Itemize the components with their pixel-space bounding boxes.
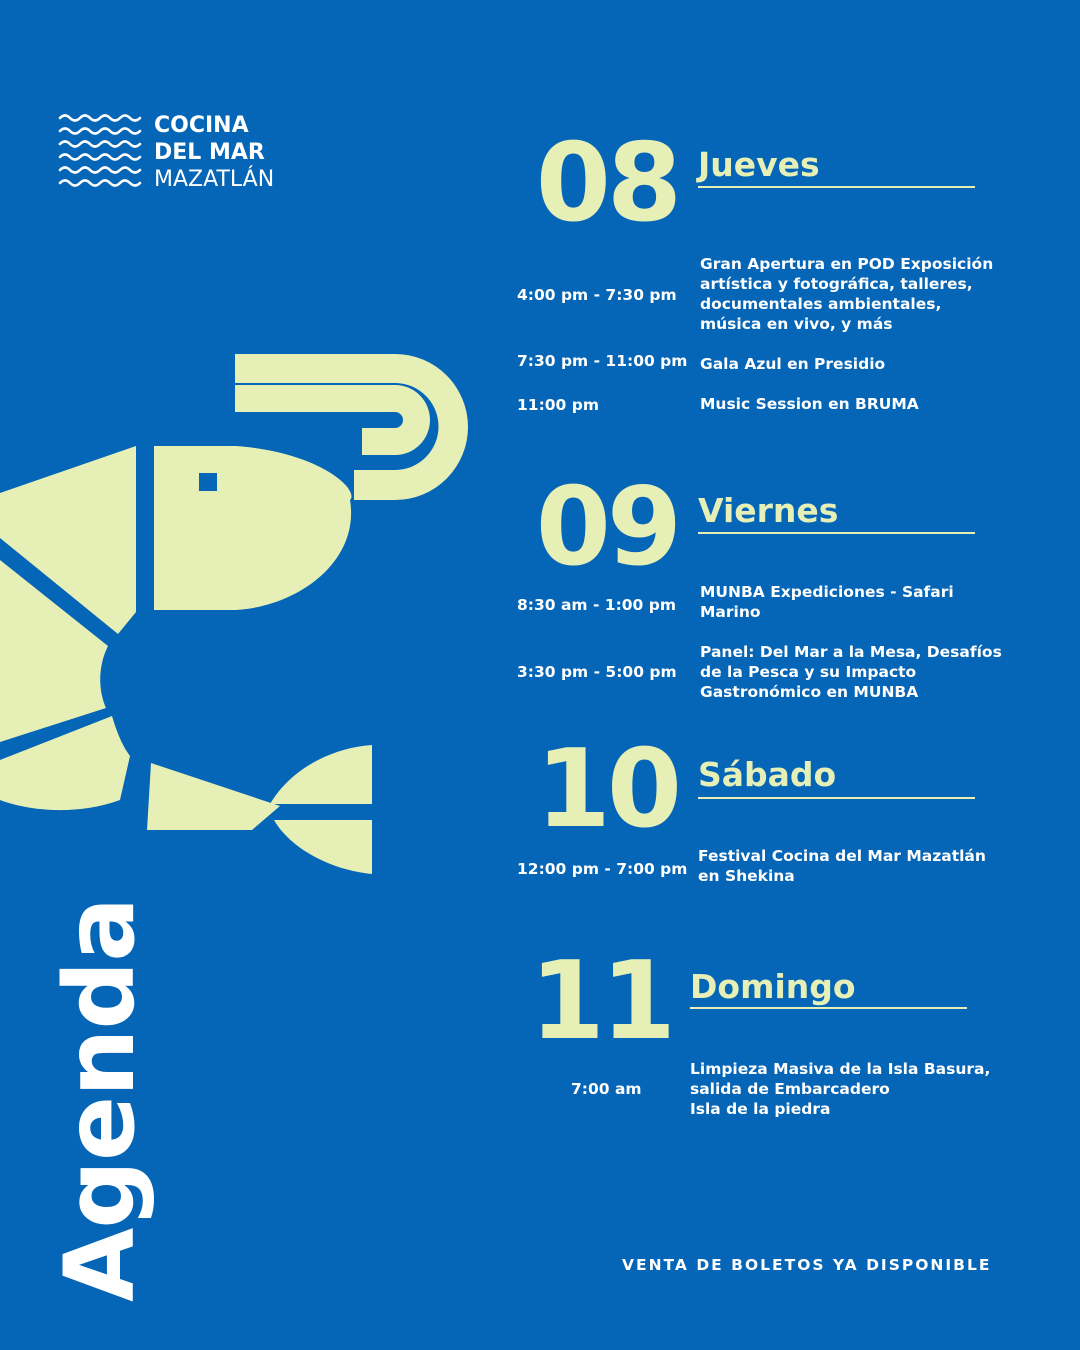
day-divider xyxy=(690,1007,967,1009)
day-divider xyxy=(698,186,975,188)
event-description: MUNBA Expediciones - Safari Marino xyxy=(700,583,954,621)
day-name: Domingo xyxy=(690,967,856,1006)
day-number: 08 xyxy=(535,121,678,246)
event-description: Festival Cocina del Mar Mazatlán en Shekina xyxy=(698,847,986,885)
event-description: Gala Azul en Presidio xyxy=(700,355,886,373)
event-description: Panel: Del Mar a la Mesa, Desafíos de la Pesca y su Impacto Gastronómico en MUNBA xyxy=(700,643,1002,701)
day-name: Viernes xyxy=(698,491,839,530)
event-time: 3:30 pm - 5:00 pm xyxy=(517,663,677,681)
shrimp-illustration xyxy=(0,340,480,880)
day-number: 09 xyxy=(535,465,678,590)
event-description: Gran Apertura en POD Exposición artística y fotográfica, talleres, documentales ambientales, música en vivo, y más xyxy=(700,255,994,333)
agenda-title: Agenda xyxy=(44,898,156,1302)
day-number: 11 xyxy=(529,939,672,1064)
logo-line-3: MAZATLÁN xyxy=(154,167,275,192)
event-time: 7:00 am xyxy=(571,1080,642,1098)
event-time: 4:00 pm - 7:30 pm xyxy=(517,286,677,304)
event-description: Limpieza Masiva de la Isla Basura, salida de Embarcadero Isla de la piedra xyxy=(690,1060,991,1118)
day-name: Jueves xyxy=(698,145,820,184)
event-time: 11:00 pm xyxy=(517,396,599,414)
event-time: 12:00 pm - 7:00 pm xyxy=(517,860,688,878)
tickets-available-text: VENTA DE BOLETOS YA DISPONIBLE xyxy=(622,1256,992,1274)
day-name: Sábado xyxy=(698,755,837,794)
logo-line-1: COCINA xyxy=(154,113,249,138)
event-time: 8:30 am - 1:00 pm xyxy=(517,596,676,614)
logo-line-2: DEL MAR xyxy=(154,140,265,165)
waves-icon xyxy=(58,112,144,190)
day-divider xyxy=(698,797,975,799)
event-time: 7:30 pm - 11:00 pm xyxy=(517,352,688,370)
event-description: Music Session en BRUMA xyxy=(700,395,919,413)
day-number: 10 xyxy=(535,727,678,852)
day-divider xyxy=(698,532,975,534)
